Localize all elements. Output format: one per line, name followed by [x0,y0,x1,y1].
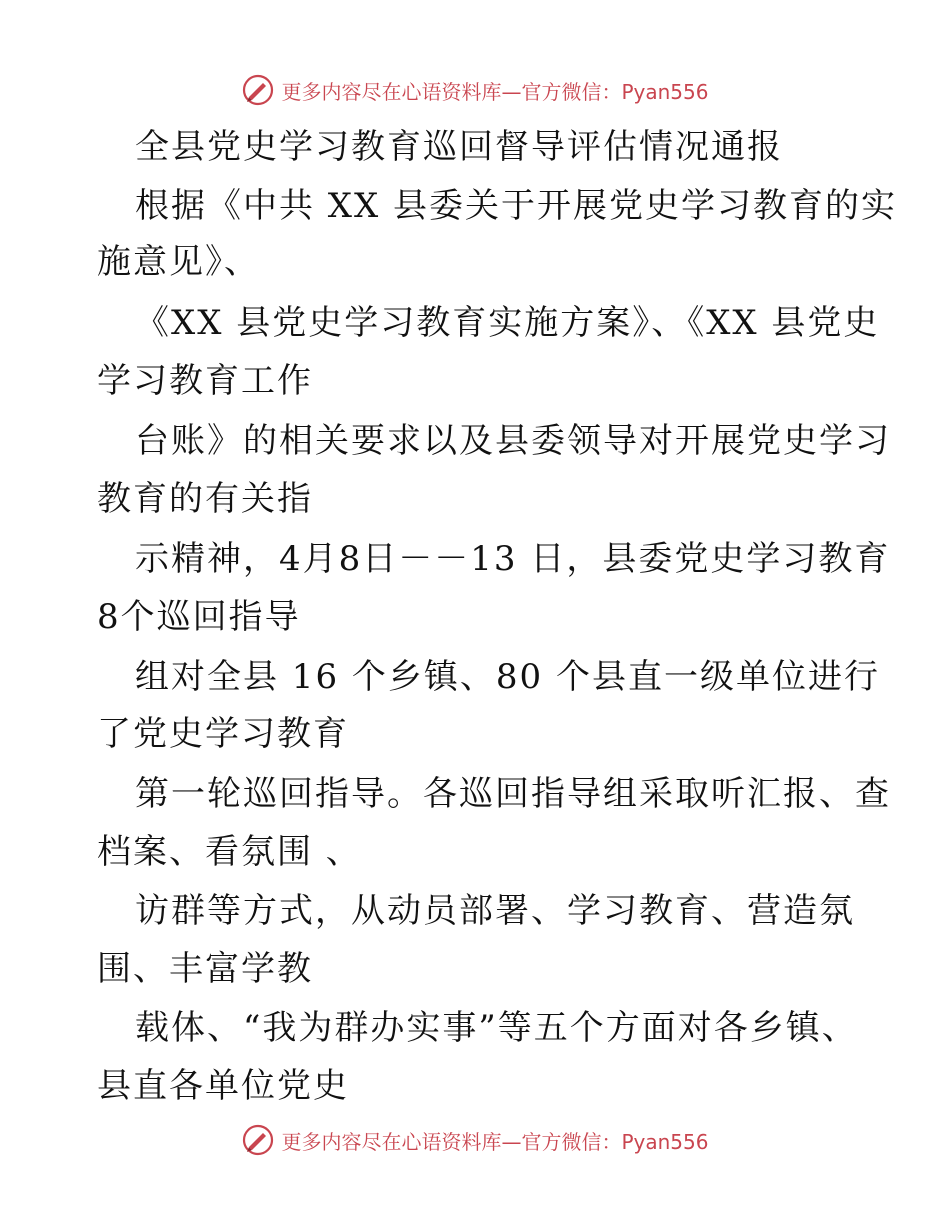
paragraph-line: 档案、看氛围 、 [97,832,362,872]
paragraph-line: 台账》的相关要求以及县委领导对开展党史学习 [135,421,891,461]
paragraph-line: 载体、“我为群办实事”等五个方面对各乡镇、 [135,1008,858,1048]
paragraph-line: 组对全县 16 个乡镇、80 个县直一级单位进行 [135,657,880,697]
paragraph-line: 学习教育工作 [97,361,313,401]
paragraph-line: 了党史学习教育 [97,714,349,754]
paragraph-line: 8个巡回指导 [97,597,301,637]
paragraph-line: 施意见》、 [97,242,260,282]
watermark-text: 更多内容尽在心语资料库—官方微信：Pyan556 [281,79,709,104]
paragraph-line: 教育的有关指 [97,479,313,519]
document-title: 全县党史学习教育巡回督导评估情况通报 [135,127,783,167]
paragraph-line: 示精神，4月8日－－13 日，县委党史学习教育 [135,539,891,579]
paragraph-line: 县直各单位党史 [97,1066,349,1106]
paragraph-line: 《XX 县党史学习教育实施方案》、《XX 县党史 [135,303,880,343]
pen-logo-icon [241,1123,275,1157]
paragraph-line: 根据《中共 XX 县委关于开展党史学习教育的实 [135,186,898,226]
paragraph-line: 第一轮巡回指导。各巡回指导组采取听汇报、查 [135,774,891,814]
footer-watermark [0,1120,950,1160]
watermark-text: 更多内容尽在心语资料库—官方微信：Pyan556 [281,1129,709,1154]
paragraph-line: 访群等方式，从动员部署、学习教育、营造氛 [135,891,855,931]
paragraph-line: 围、丰富学教 [97,949,313,989]
